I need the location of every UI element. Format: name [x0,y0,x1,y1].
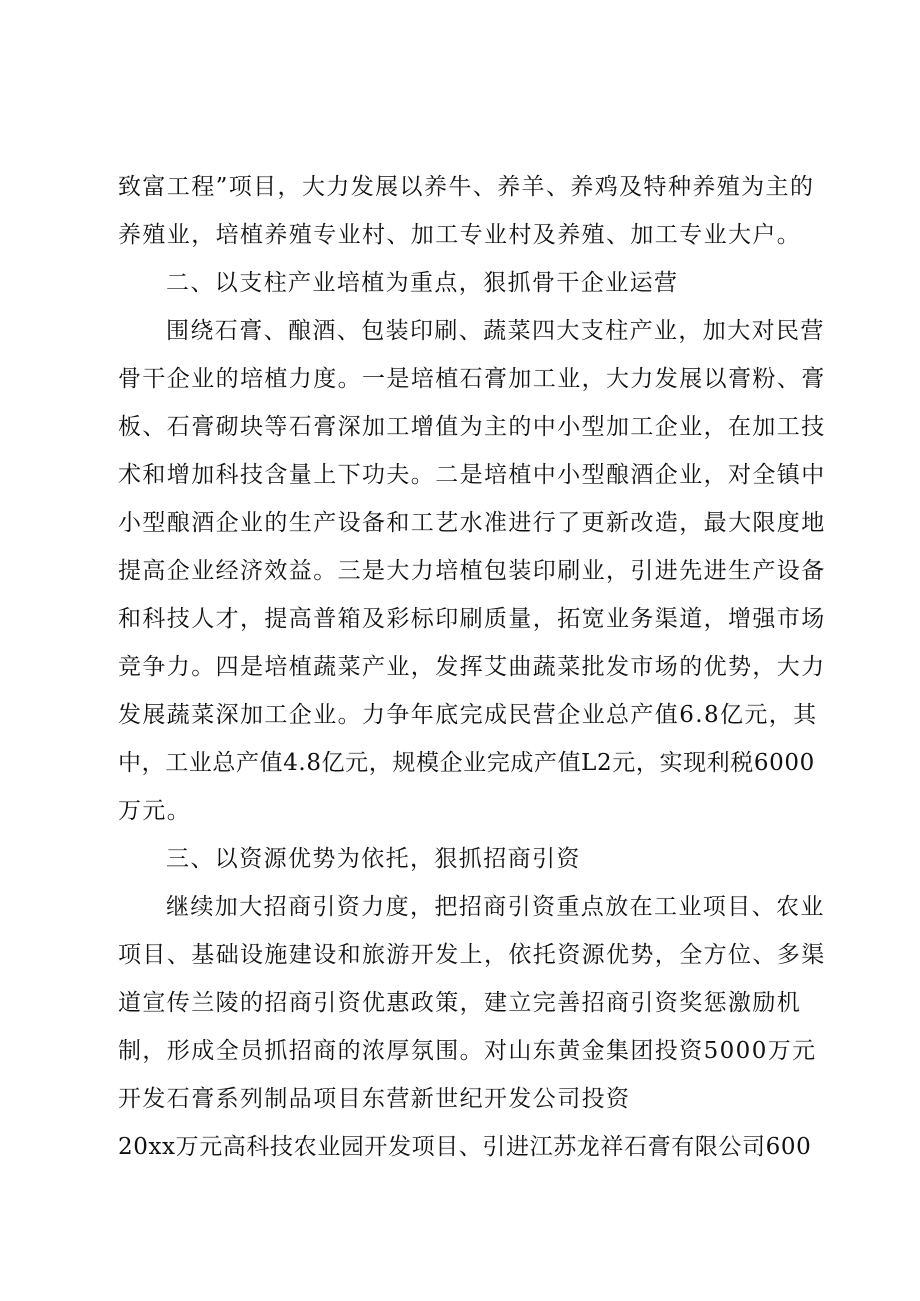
text-line: 中，工业总产值4.8亿元，规模企业完成产值L2元，实现利税6000 [118,750,815,776]
text-line: 项目、基础设施建设和旅游开发上，依托资源优势，全方位、多渠 [118,942,826,968]
text-line: 发展蔬菜深加工企业。力争年底完成民营企业总产值6.8亿元，其 [118,702,818,728]
text-line: 小型酿酒企业的生产设备和工艺水准进行了更新改造，最大限度地 [118,510,826,536]
text-line: 致富工程”项目，大力发展以养牛、养羊、养鸡及特种养殖为主的 [118,174,815,200]
text-line: 提高企业经济效益。三是大力培植包装印刷业，引进先进生产设备 [118,558,826,584]
paragraph-start: 围绕石膏、酿酒、包装印刷、蔬菜四大支柱产业，加大对民营 [166,318,825,344]
section-heading: 二、以支柱产业培植为重点，狠抓骨干企业运营 [166,270,679,296]
paragraph-start: 继续加大招商引资力度，把招商引资重点放在工业项目、农业 [166,894,825,920]
text-line: 道宣传兰陵的招商引资优惠政策，建立完善招商引资奖惩激励机 [118,990,802,1016]
text-line: 术和增加科技含量上下功夫。二是培植中小型酿酒企业，对全镇中 [118,462,826,488]
text-line: 骨干企业的培植力度。一是培植石膏加工业，大力发展以膏粉、膏 [118,366,826,392]
text-line: 竞争力。四是培植蔬菜产业，发挥艾曲蔬菜批发市场的优势，大力 [118,654,826,680]
text-line: 板、石膏砌块等石膏深加工增值为主的中小型加工企业，在加工技 [118,414,826,440]
text-line: 万元。 [118,798,192,824]
text-line: 制，形成全员抓招商的浓厚氛围。对山东黄金集团投资5000万元 [118,1038,817,1064]
text-line: 养殖业，培植养殖专业村、加工专业村及养殖、加工专业大户。 [118,222,802,248]
text-line: 20xx万元高科技农业园开发项目、引进江苏龙祥石膏有限公司600 [118,1134,812,1160]
section-heading: 三、以资源优势为依托，狠抓招商引资 [166,846,581,872]
text-line: 和科技人才，提高普箱及彩标印刷质量，拓宽业务渠道，增强市场 [118,606,826,632]
text-line: 开发石膏系列制品项目东营新世纪开发公司投资 [118,1086,631,1112]
